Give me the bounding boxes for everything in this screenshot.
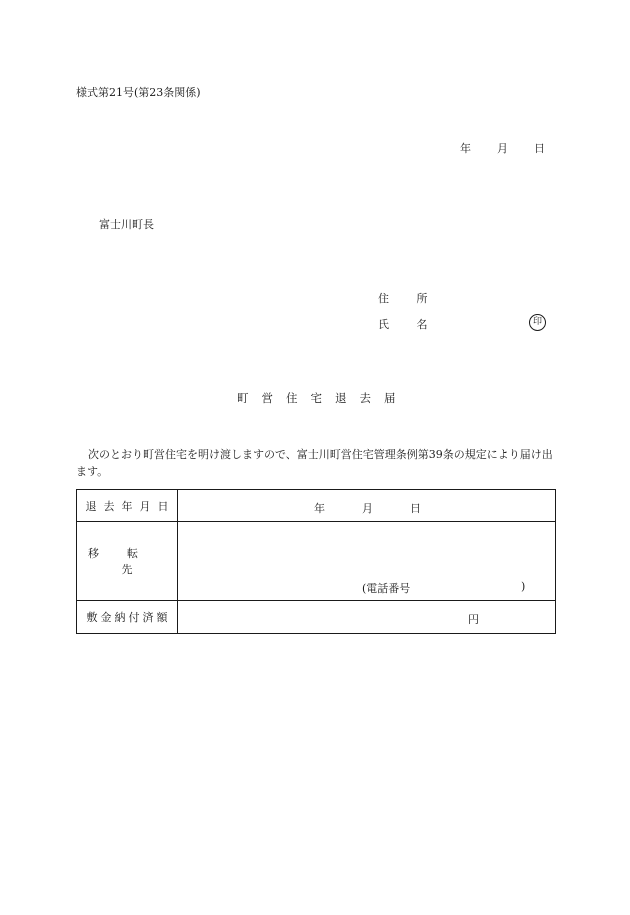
seal-icon: 印 (529, 314, 546, 331)
date-day-label: 日 (534, 142, 545, 155)
table-row-deposit (77, 601, 556, 634)
addressee: 富士川町長 (99, 218, 154, 231)
moveout-year-label: 年 (314, 502, 325, 515)
destination-label-cell (77, 522, 178, 601)
form-number: 様式第21号(第23条関係) (76, 86, 201, 99)
phone-number-close: ) (521, 580, 526, 593)
deposit-yen-unit: 円 (468, 613, 479, 626)
moveout-date-label: 退去年月日 (85, 499, 176, 513)
deposit-label-cell (77, 601, 178, 634)
moveout-month-label: 月 (362, 502, 373, 515)
date-year-label: 年 (460, 142, 471, 155)
date-month-label: 月 (497, 142, 508, 155)
table-row-moveout-date (77, 490, 556, 522)
applicant-name-label: 氏 名 (378, 318, 440, 331)
destination-value-cell[interactable] (178, 522, 556, 601)
detail-table (76, 489, 556, 634)
deposit-value-cell[interactable] (178, 601, 556, 634)
moveout-day-label: 日 (410, 502, 421, 515)
deposit-label: 敷金納付済額 (86, 611, 171, 624)
moveout-date-label-cell (77, 490, 178, 522)
moveout-date-value-cell[interactable] (178, 490, 556, 522)
intro-paragraph: 次のとおり町営住宅を明け渡しますので、富士川町営住宅管理条例第39条の規定により届け出ます。 (76, 448, 553, 478)
phone-number-label: (電話番号 (362, 582, 411, 595)
applicant-address-label: 住 所 (378, 292, 440, 305)
document-title: 町営住宅退去届 (237, 391, 409, 405)
destination-label: 移転先 (88, 547, 166, 576)
table-row-destination (77, 522, 556, 601)
